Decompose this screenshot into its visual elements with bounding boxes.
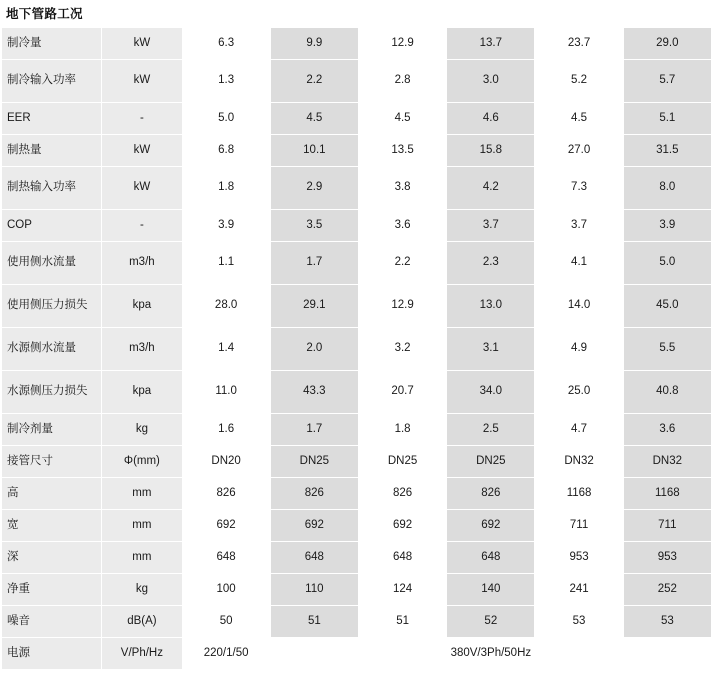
cell-value: 692 — [270, 510, 358, 542]
row-label: 使用侧压力损失 — [2, 285, 102, 328]
table-row — [2, 167, 712, 210]
cell-value: 14.0 — [535, 285, 623, 328]
table-row — [2, 446, 712, 478]
cell-value: 8.0 — [623, 167, 711, 210]
row-unit: kg — [102, 414, 182, 446]
cell-value: 241 — [535, 574, 623, 606]
cell-value: 1.8 — [358, 414, 446, 446]
cell-value: 648 — [447, 542, 535, 574]
cell-value: 6.8 — [182, 135, 270, 167]
cell-value: 100 — [182, 574, 270, 606]
cell-value: 3.9 — [182, 210, 270, 242]
row-unit: dB(A) — [102, 606, 182, 638]
row-label: 水源侧压力损失 — [2, 371, 102, 414]
row-unit: m3/h — [102, 242, 182, 285]
power-supply-row — [2, 638, 712, 670]
cell-value: 15.8 — [447, 135, 535, 167]
table-row — [2, 606, 712, 638]
specifications-table — [1, 27, 712, 670]
table-row — [2, 135, 712, 167]
cell-value: 3.0 — [447, 60, 535, 103]
cell-value: 110 — [270, 574, 358, 606]
cell-value: 4.5 — [535, 103, 623, 135]
row-unit: Φ(mm) — [102, 446, 182, 478]
table-row — [2, 478, 712, 510]
cell-value: 953 — [623, 542, 711, 574]
cell-value: 692 — [358, 510, 446, 542]
cell-value: 7.3 — [535, 167, 623, 210]
table-row — [2, 210, 712, 242]
row-label: 制热输入功率 — [2, 167, 102, 210]
table-row — [2, 103, 712, 135]
cell-value: 10.1 — [270, 135, 358, 167]
cell-value: 1.7 — [270, 414, 358, 446]
table-row — [2, 285, 712, 328]
row-label: 制冷量 — [2, 28, 102, 60]
cell-value: 3.7 — [535, 210, 623, 242]
table-row — [2, 328, 712, 371]
row-unit: mm — [102, 478, 182, 510]
cell-value: 711 — [535, 510, 623, 542]
cell-value: 2.8 — [358, 60, 446, 103]
cell-value: 2.5 — [447, 414, 535, 446]
cell-value: 124 — [358, 574, 446, 606]
row-unit: kpa — [102, 371, 182, 414]
cell-value: 20.7 — [358, 371, 446, 414]
table-row — [2, 414, 712, 446]
cell-value: 12.9 — [358, 28, 446, 60]
row-unit: m3/h — [102, 328, 182, 371]
row-unit: kW — [102, 60, 182, 103]
cell-value: 53 — [623, 606, 711, 638]
cell-value: 50 — [182, 606, 270, 638]
cell-value: 692 — [447, 510, 535, 542]
cell-value: 648 — [182, 542, 270, 574]
cell-value: 5.7 — [623, 60, 711, 103]
cell-value: 140 — [447, 574, 535, 606]
cell-value: 1168 — [535, 478, 623, 510]
cell-value: 3.2 — [358, 328, 446, 371]
cell-value: 5.0 — [623, 242, 711, 285]
cell-value: DN25 — [358, 446, 446, 478]
cell-value: 4.1 — [535, 242, 623, 285]
cell-value: DN25 — [447, 446, 535, 478]
table-row — [2, 574, 712, 606]
row-unit: kW — [102, 135, 182, 167]
cell-value: 29.1 — [270, 285, 358, 328]
cell-value: 1.1 — [182, 242, 270, 285]
cell-value: 31.5 — [623, 135, 711, 167]
cell-value: 13.7 — [447, 28, 535, 60]
cell-value: 1.7 — [270, 242, 358, 285]
row-unit: mm — [102, 542, 182, 574]
row-label: COP — [2, 210, 102, 242]
cell-value: 826 — [358, 478, 446, 510]
cell-value: 4.5 — [358, 103, 446, 135]
cell-value: 2.2 — [270, 60, 358, 103]
cell-value: DN32 — [535, 446, 623, 478]
cell-value: 40.8 — [623, 371, 711, 414]
row-unit: kg — [102, 574, 182, 606]
cell-value: 5.2 — [535, 60, 623, 103]
cell-value: 4.7 — [535, 414, 623, 446]
table-row — [2, 60, 712, 103]
cell-value: 826 — [182, 478, 270, 510]
cell-value: 2.0 — [270, 328, 358, 371]
cell-value: 6.3 — [182, 28, 270, 60]
cell-value: 25.0 — [535, 371, 623, 414]
cell-value: 11.0 — [182, 371, 270, 414]
cell-value: 2.9 — [270, 167, 358, 210]
cell-value: 252 — [623, 574, 711, 606]
cell-value: 43.3 — [270, 371, 358, 414]
row-label: 使用侧水流量 — [2, 242, 102, 285]
row-label: 接管尺寸 — [2, 446, 102, 478]
table-row — [2, 371, 712, 414]
cell-value: 711 — [623, 510, 711, 542]
cell-value: 3.1 — [447, 328, 535, 371]
cell-value: 826 — [270, 478, 358, 510]
cell-value: 13.5 — [358, 135, 446, 167]
table-row — [2, 510, 712, 542]
cell-value: 51 — [358, 606, 446, 638]
cell-value: 2.2 — [358, 242, 446, 285]
row-unit: V/Ph/Hz — [102, 638, 182, 670]
row-unit: kW — [102, 28, 182, 60]
cell-value: 826 — [447, 478, 535, 510]
cell-value: 9.9 — [270, 28, 358, 60]
cell-value: 2.3 — [447, 242, 535, 285]
page-title: 地下管路工况 — [6, 7, 83, 21]
row-unit: - — [102, 210, 182, 242]
cell-value: 692 — [182, 510, 270, 542]
cell-value: 5.0 — [182, 103, 270, 135]
row-unit: kW — [102, 167, 182, 210]
cell-value: 27.0 — [535, 135, 623, 167]
cell-value: 648 — [358, 542, 446, 574]
cell-value: 52 — [447, 606, 535, 638]
cell-value: 5.5 — [623, 328, 711, 371]
cell-value: DN20 — [182, 446, 270, 478]
row-unit: mm — [102, 510, 182, 542]
row-unit: kpa — [102, 285, 182, 328]
table-row — [2, 542, 712, 574]
row-label: 制冷输入功率 — [2, 60, 102, 103]
row-unit: - — [102, 103, 182, 135]
row-label: 制冷剂量 — [2, 414, 102, 446]
cell-value: 3.6 — [623, 414, 711, 446]
cell-value: DN25 — [270, 446, 358, 478]
cell-value: 4.5 — [270, 103, 358, 135]
row-label: 水源侧水流量 — [2, 328, 102, 371]
table-row — [2, 242, 712, 285]
cell-value: 4.6 — [447, 103, 535, 135]
cell-value: 3.9 — [623, 210, 711, 242]
row-label: 电源 — [2, 638, 102, 670]
cell-value: 23.7 — [535, 28, 623, 60]
row-label: 高 — [2, 478, 102, 510]
cell-value: 28.0 — [182, 285, 270, 328]
cell-value: 1.6 — [182, 414, 270, 446]
table-row — [2, 28, 712, 60]
cell-value: 3.7 — [447, 210, 535, 242]
cell-value: 29.0 — [623, 28, 711, 60]
cell-value: 51 — [270, 606, 358, 638]
cell-value: DN32 — [623, 446, 711, 478]
cell-value: 1.8 — [182, 167, 270, 210]
row-label: 净重 — [2, 574, 102, 606]
cell-value: 3.6 — [358, 210, 446, 242]
row-label: 深 — [2, 542, 102, 574]
table-body — [2, 28, 712, 670]
cell-value: 1.3 — [182, 60, 270, 103]
row-label: 宽 — [2, 510, 102, 542]
cell-value: 45.0 — [623, 285, 711, 328]
cell-value: 1168 — [623, 478, 711, 510]
cell-value: 953 — [535, 542, 623, 574]
cell-value: 3.8 — [358, 167, 446, 210]
cell-value: 220/1/50 — [182, 638, 270, 670]
row-label: EER — [2, 103, 102, 135]
cell-value: 12.9 — [358, 285, 446, 328]
cell-value: 648 — [270, 542, 358, 574]
cell-value: 1.4 — [182, 328, 270, 371]
cell-value: 5.1 — [623, 103, 711, 135]
cell-value: 3.5 — [270, 210, 358, 242]
cell-value: 53 — [535, 606, 623, 638]
cell-value: 4.9 — [535, 328, 623, 371]
row-label: 噪音 — [2, 606, 102, 638]
cell-value-span: 380V/3Ph/50Hz — [270, 638, 711, 670]
cell-value: 34.0 — [447, 371, 535, 414]
row-label: 制热量 — [2, 135, 102, 167]
cell-value: 4.2 — [447, 167, 535, 210]
cell-value: 13.0 — [447, 285, 535, 328]
